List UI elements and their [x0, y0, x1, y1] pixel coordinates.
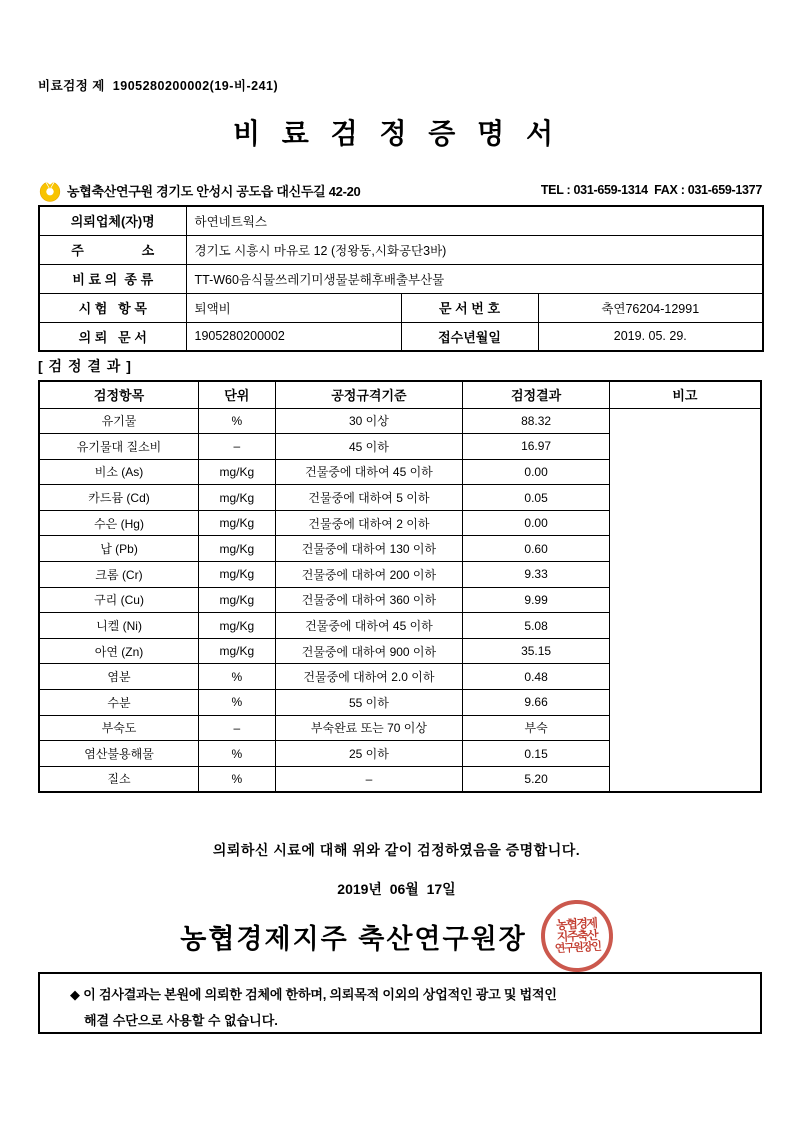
issue-date: 2019년 06월 17일 [337, 881, 456, 897]
notice-box [38, 972, 762, 1034]
result-standard-cell: 건물중에 대하여 900 이하 [275, 638, 463, 664]
result-standard-cell: 30 이상 [275, 408, 463, 434]
result-unit-cell: % [199, 690, 276, 716]
result-item-cell: 아연 (Zn) [39, 638, 199, 664]
result-standard-cell: 건물중에 대하여 360 이하 [275, 587, 463, 613]
info-value: 경기도 시흥시 마유로 12 (정왕동,시화공단3바) [186, 235, 763, 264]
info-label: 의뢰업체(자)명 [39, 206, 186, 235]
nh-flower-icon [38, 178, 62, 202]
info-label: 주 소 [39, 235, 186, 264]
result-standard-cell: 건물중에 대하여 5 이하 [275, 485, 463, 511]
result-unit-cell: mg/Kg [199, 638, 276, 664]
result-standard-cell: 건물중에 대하여 130 이하 [275, 536, 463, 562]
info-row-fertilizer-type [39, 264, 763, 293]
result-unit-cell: mg/Kg [199, 485, 276, 511]
results-section-heading: [ 검 정 결 과 ] [38, 358, 132, 374]
results-header-result: 검정결과 [463, 381, 610, 408]
issuer-name: 농협경제지주 축산연구원장 [180, 923, 527, 954]
result-item-cell: 카드뮴 (Cd) [39, 485, 199, 511]
org-name-address: 농협축산연구원 경기도 안성시 공도읍 대신두길 42-20 [67, 183, 361, 199]
notice-line2: 해결 수단으로 사용할 수 없습니다. [84, 1013, 278, 1028]
result-item-cell: 구리 (Cu) [39, 587, 199, 613]
result-standard-cell: 부숙완료 또는 70 이상 [275, 715, 463, 741]
result-standard-cell: 건물중에 대하여 2 이하 [275, 510, 463, 536]
info-value: TT-W60음식물쓰레기미생물분해후배출부산물 [186, 264, 763, 293]
results-table [38, 380, 762, 793]
result-value-cell: 0.05 [463, 485, 610, 511]
result-value-cell: 5.20 [463, 766, 610, 792]
result-unit-cell: % [199, 766, 276, 792]
result-value-cell: 5.08 [463, 613, 610, 639]
result-value-cell: 88.32 [463, 408, 610, 434]
result-value-cell: 0.00 [463, 510, 610, 536]
page-title: 비 료 검 정 증 명 서 [232, 118, 560, 149]
result-standard-cell: 건물중에 대하여 200 이하 [275, 562, 463, 588]
result-standard-cell: 55 이하 [275, 690, 463, 716]
result-standard-cell: – [275, 766, 463, 792]
result-item-cell: 부숙도 [39, 715, 199, 741]
info-value: 1905280200002 [186, 322, 401, 351]
results-header-note: 비고 [609, 381, 761, 408]
info-row-address [39, 235, 763, 264]
result-item-cell: 염산불용해물 [39, 741, 199, 767]
result-unit-cell: – [199, 715, 276, 741]
result-item-cell: 질소 [39, 766, 199, 792]
result-value-cell: 35.15 [463, 638, 610, 664]
result-item-cell: 유기물 [39, 408, 199, 434]
result-unit-cell: mg/Kg [199, 613, 276, 639]
result-standard-cell: 25 이하 [275, 741, 463, 767]
seal-text-line: 지주축산 [556, 928, 598, 945]
result-value-cell: 16.97 [463, 434, 610, 460]
result-unit-cell: mg/Kg [199, 510, 276, 536]
info-row-request-doc [39, 322, 763, 351]
result-standard-cell: 건물중에 대하여 45 이하 [275, 613, 463, 639]
result-value-cell: 0.00 [463, 459, 610, 485]
info-row-client [39, 206, 763, 235]
result-unit-cell: mg/Kg [199, 459, 276, 485]
results-header-row [39, 381, 761, 408]
result-unit-cell: mg/Kg [199, 587, 276, 613]
result-item-cell: 수은 (Hg) [39, 510, 199, 536]
table-row [39, 408, 761, 434]
result-unit-cell: mg/Kg [199, 536, 276, 562]
result-standard-cell: 건물중에 대하여 2.0 이하 [275, 664, 463, 690]
org-header-row [38, 178, 762, 202]
result-item-cell: 납 (Pb) [39, 536, 199, 562]
result-unit-cell: % [199, 741, 276, 767]
results-header-unit: 단위 [199, 381, 276, 408]
info-value: 하연네트웍스 [186, 206, 763, 235]
info-value: 축연76204-12991 [538, 293, 763, 322]
seal-text-line: 농협경제 [555, 915, 597, 932]
certify-statement: 의뢰하신 시료에 대해 위와 같이 검정하였음을 증명합니다. [212, 842, 581, 858]
info-value: 2019. 05. 29. [538, 322, 763, 351]
results-header-item: 검정항목 [39, 381, 199, 408]
result-unit-cell: – [199, 434, 276, 460]
result-note-cell [609, 408, 761, 792]
info-table [38, 205, 764, 352]
doc-number: 비료검정 제 1905280200002(19-비-241) [38, 79, 279, 93]
result-unit-cell: mg/Kg [199, 562, 276, 588]
info-label: 시 험 항 목 [39, 293, 186, 322]
result-item-cell: 니켈 (Ni) [39, 613, 199, 639]
notice-line1: ◆ 이 검사결과는 본원에 의뢰한 검체에 한하며, 의뢰목적 이외의 상업적인 광고 및 법적인 [70, 987, 557, 1002]
result-value-cell: 부숙 [463, 715, 610, 741]
result-value-cell: 9.99 [463, 587, 610, 613]
result-item-cell: 유기물대 질소비 [39, 434, 199, 460]
info-label: 문 서 번 호 [401, 293, 538, 322]
seal-text-line: 연구원장인 [554, 940, 601, 955]
results-header-standard: 공정규격기준 [275, 381, 463, 408]
result-standard-cell: 45 이하 [275, 434, 463, 460]
result-item-cell: 수분 [39, 690, 199, 716]
result-value-cell: 0.15 [463, 741, 610, 767]
result-item-cell: 비소 (As) [39, 459, 199, 485]
info-label: 비 료 의 종 류 [39, 264, 186, 293]
result-unit-cell: % [199, 408, 276, 434]
issuer-row [0, 900, 793, 972]
result-value-cell: 9.33 [463, 562, 610, 588]
result-unit-cell: % [199, 664, 276, 690]
results-table-body [39, 408, 761, 792]
result-item-cell: 염분 [39, 664, 199, 690]
result-value-cell: 9.66 [463, 690, 610, 716]
org-tel-fax: TEL : 031-659-1314 FAX : 031-659-1377 [540, 183, 762, 197]
info-label: 의 뢰 문 서 [39, 322, 186, 351]
result-standard-cell: 건물중에 대하여 45 이하 [275, 459, 463, 485]
result-value-cell: 0.60 [463, 536, 610, 562]
org-identity [38, 178, 360, 202]
official-seal [539, 898, 615, 974]
info-label: 접수년월일 [401, 322, 538, 351]
result-value-cell: 0.48 [463, 664, 610, 690]
info-value: 퇴액비 [186, 293, 401, 322]
result-item-cell: 크롬 (Cr) [39, 562, 199, 588]
info-row-test-item [39, 293, 763, 322]
